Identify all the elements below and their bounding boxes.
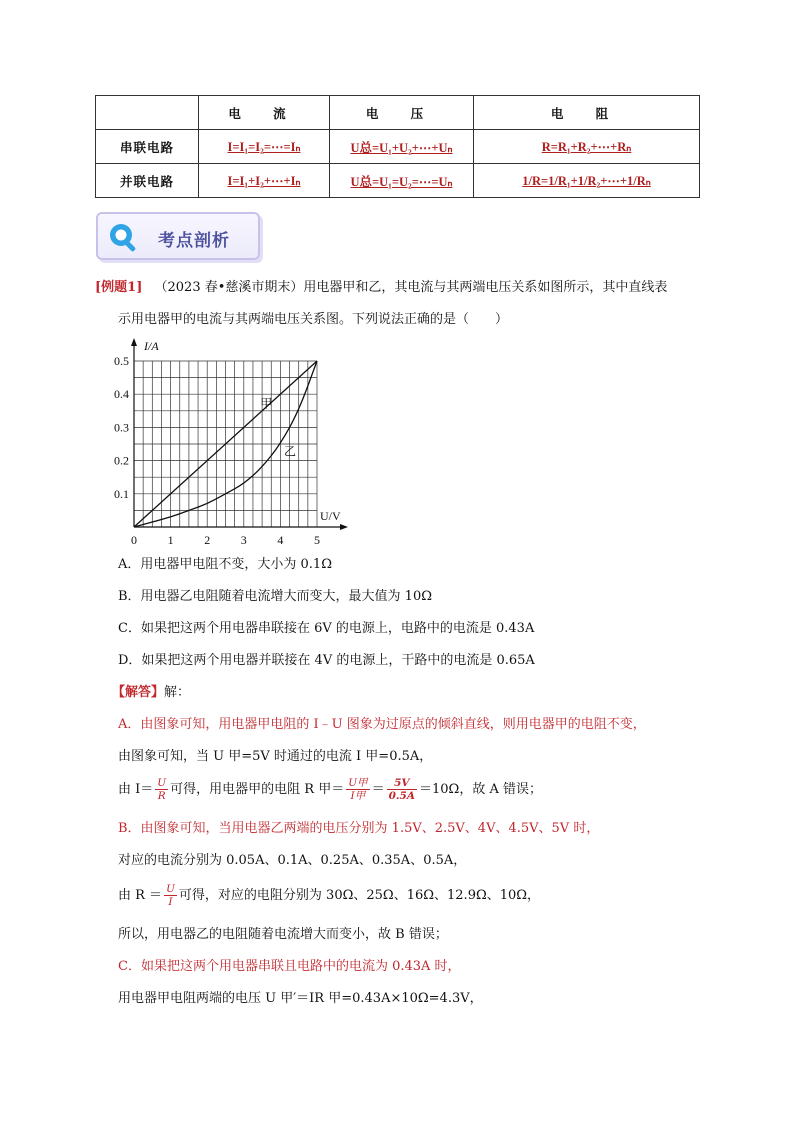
option-b: B．用电器乙电阻随着电流增大而变大，最大值为 10Ω — [118, 589, 433, 604]
fraction-numerator: U甲 — [348, 777, 368, 789]
parallel-current-formula: I=I₁+I₂+⋯+Iₙ — [199, 164, 330, 198]
b3-tail: 可得，对应的电阻分别为 30Ω、25Ω、16Ω、12.9Ω、10Ω， — [178, 888, 541, 903]
table-header-empty — [96, 96, 199, 130]
solution-heading-tail: 解： — [164, 685, 191, 700]
fraction-numerator: U — [166, 883, 175, 895]
iu-chart-svg — [110, 336, 360, 550]
example-line-1 — [95, 279, 667, 297]
solution-b1: B．由图象可知，当用电器乙两端的电压分别为 1.5V、2.5V、4V、4.5V、5V 时， — [118, 821, 600, 836]
y-tick-label: 0.1 — [114, 486, 129, 501]
option-a: A．用电器甲电阻不变，大小为 0.1Ω — [118, 557, 332, 572]
magnifier-icon — [108, 222, 140, 254]
section-title: 考点剖析 — [158, 231, 230, 251]
fraction-numerator: U — [157, 777, 167, 789]
a3-mid: 可得，用电器甲的电阻 R 甲＝ — [170, 782, 345, 797]
fraction-5v-over-05a — [387, 777, 417, 802]
a3-eq: ＝ — [371, 782, 385, 797]
fraction-u-over-i — [164, 883, 177, 908]
x-tick-label: 5 — [314, 533, 320, 547]
fraction-denominator: 0.5A — [388, 790, 415, 802]
x-axis-label: U/V — [320, 509, 341, 523]
table-header-row — [96, 96, 700, 130]
solution-a1: A．由图象可知，用电器甲电阻的 I﹣U 图象为过原点的倾斜直线，则用电器甲的电阻不变， — [118, 717, 646, 732]
option-c: C．如果把这两个用电器串联接在 6V 的电源上，电路中的电流是 0.43A — [118, 621, 535, 636]
series-voltage-formula: U总=U₁+U₂+⋯+Uₙ — [330, 130, 474, 164]
x-tick-label: 0 — [131, 533, 137, 547]
iu-chart — [110, 336, 360, 550]
x-tick-label: 3 — [240, 533, 247, 547]
solution-heading-line — [112, 684, 190, 702]
y-axis-label: I/A — [144, 339, 159, 353]
y-tick-label: 0.3 — [114, 420, 129, 435]
y-tick-label: 0.4 — [114, 387, 129, 402]
x-tick-label: 4 — [277, 533, 284, 547]
section-badge — [96, 212, 260, 260]
parallel-resistance-formula: 1/R=1/R₁+1/R₂+⋯+1/Rₙ — [474, 164, 700, 198]
fraction-uj-over-ij — [346, 777, 369, 802]
solution-b3 — [118, 882, 540, 910]
solution-a3 — [118, 776, 542, 804]
x-tick-label: 2 — [204, 533, 211, 547]
y-axis-arrow — [131, 338, 137, 346]
fraction-denominator: R — [157, 790, 166, 802]
table-header-current: 电 流 — [199, 96, 330, 130]
example-tag: [例题1] — [95, 280, 143, 295]
table-header-resistance: 电 阻 — [474, 96, 700, 130]
series-label-yi: 乙 — [284, 444, 297, 459]
fraction-denominator: I甲 — [350, 790, 366, 802]
solution-c2: 用电器甲电阻两端的电压 U 甲′＝IR 甲=0.43A×10Ω=4.3V， — [118, 991, 483, 1006]
formula-table — [95, 95, 700, 198]
b3-pre: 由 R ＝ — [118, 888, 163, 903]
row-label: 并联电路 — [96, 164, 199, 198]
x-axis-arrow — [340, 524, 348, 530]
a3-pre: 由 I＝ — [118, 782, 154, 797]
series-label-jia: 甲 — [260, 396, 273, 411]
solution-heading: 【解答】 — [112, 685, 165, 700]
parallel-voltage-formula: U总=U₁=U₂=⋯=Uₙ — [330, 164, 474, 198]
table-row-series — [96, 130, 700, 164]
fraction-u-over-r — [155, 777, 168, 802]
solution-b4: 所以，用电器乙的电阻随着电流增大而变小，故 B 错误； — [118, 927, 448, 942]
a3-tail: ＝10Ω，故 A 错误； — [419, 782, 542, 797]
option-d: D．如果把这两个用电器并联接在 4V 的电源上，干路中的电流是 0.65A — [118, 653, 535, 668]
solution-a2: 由图象可知，当 U 甲=5V 时通过的电流 I 甲=0.5A， — [118, 749, 433, 764]
y-tick-label: 0.2 — [114, 453, 129, 468]
y-tick-label: 0.5 — [114, 354, 129, 368]
x-tick-label: 1 — [167, 533, 174, 547]
example-text-2: 示用电器甲的电流与其两端电压关系图。下列说法正确的是（ ） — [118, 312, 509, 327]
table-row-parallel — [96, 164, 700, 198]
solution-b2: 对应的电流分别为 0.05A、0.1A、0.25A、0.35A、0.5A， — [118, 853, 467, 868]
fraction-denominator: I — [168, 896, 173, 908]
series-resistance-formula: R=R₁+R₂+⋯+Rₙ — [474, 130, 700, 164]
example-text-1: （2023 春•慈溪市期末）用电器甲和乙，其电流与其两端电压关系如图所示，其中直线表 — [154, 280, 668, 295]
fraction-numerator: 5V — [387, 777, 417, 790]
row-label: 串联电路 — [96, 130, 199, 164]
table-header-voltage: 电 压 — [330, 96, 474, 130]
solution-c1: C．如果把这两个用电器串联且电路中的电流为 0.43A 时， — [118, 959, 461, 974]
series-current-formula: I=I₁=I₂=⋯=Iₙ — [199, 130, 330, 164]
